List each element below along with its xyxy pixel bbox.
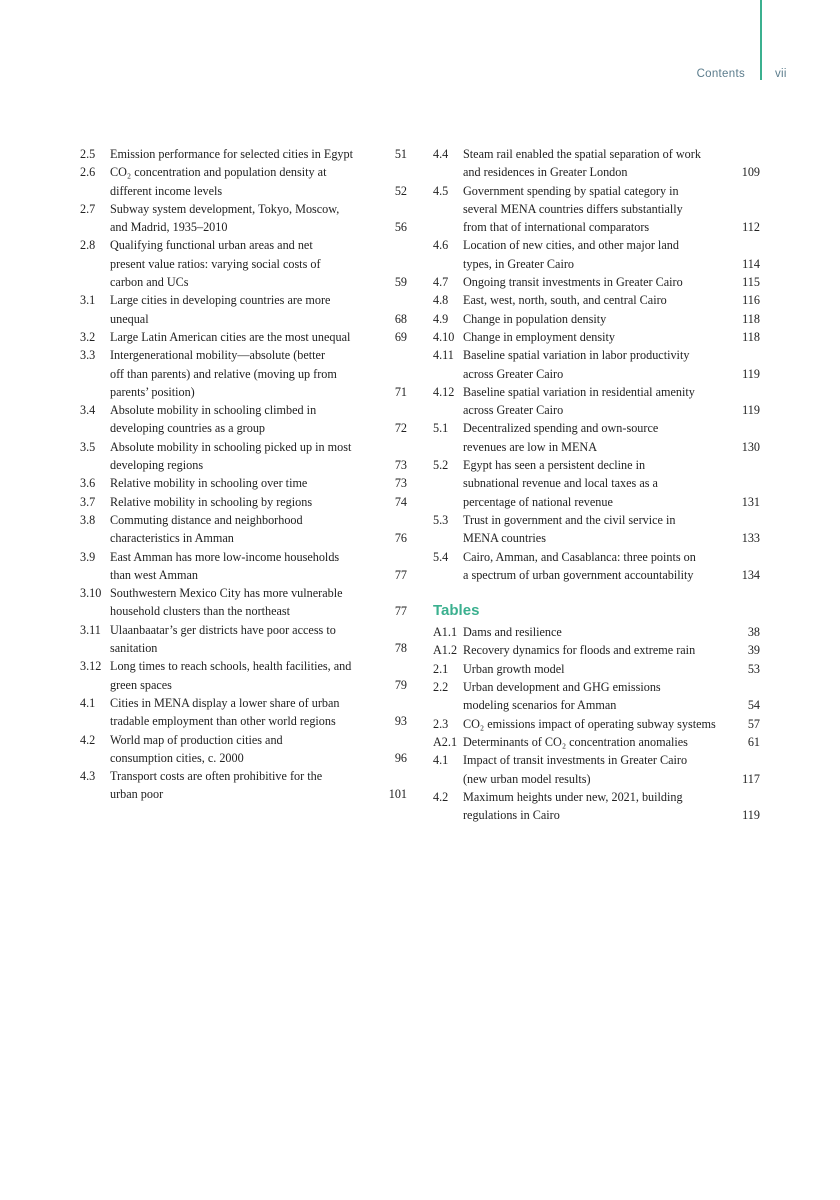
entry-title-line: Dams and resilience (463, 625, 562, 640)
entry-page: 114 (742, 256, 760, 271)
entry-page: 118 (742, 329, 760, 344)
entry-title (110, 493, 377, 511)
entry-title-line: green spaces (110, 677, 172, 692)
entry-title-line: East Amman has more low-income households (110, 549, 340, 564)
entry-page: 72 (394, 421, 407, 436)
entry-title (110, 731, 377, 768)
entry-title-line: across Greater Cairo (463, 403, 564, 418)
entry-page: 38 (747, 625, 760, 640)
entry-page: 130 (741, 439, 760, 454)
entry-page: 119 (742, 403, 760, 418)
entry-title-line: types, in Greater Cairo (463, 256, 575, 271)
entry-title-line: tradable employment than other world regions (110, 714, 336, 729)
entry-title-line: Recovery dynamics for floods and extreme rain (463, 643, 696, 658)
entry-page: 74 (394, 494, 407, 509)
toc-entry[interactable] (80, 145, 407, 163)
entry-title (463, 310, 730, 328)
entry-page: 53 (747, 661, 760, 676)
toc-entry[interactable] (80, 493, 407, 511)
entry-title-line: Cairo, Amman, and Casablanca: three points on (463, 549, 696, 564)
entry-title-line: Impact of transit investments in Greater Cairo (463, 753, 688, 768)
toc-entry[interactable] (80, 731, 407, 768)
entry-title-line: Relative mobility in schooling over time (110, 476, 308, 491)
entry-title (463, 236, 730, 273)
entry-title-line: Baseline spatial variation in labor productivity (463, 348, 690, 363)
entry-title-line: Decentralized spending and own-source (463, 421, 659, 436)
entry-number: A2.1 (433, 734, 458, 749)
entry-page: 117 (742, 771, 760, 786)
entry-number: 3.11 (80, 622, 101, 637)
entry-title-line: carbon and UCs (110, 275, 189, 290)
entry-number: 2.6 (80, 165, 96, 180)
toc-entry[interactable] (433, 733, 760, 751)
toc-entry[interactable] (80, 236, 407, 291)
entry-page: 116 (742, 293, 760, 308)
entry-title (110, 621, 377, 658)
entry-title-line: World map of production cities and (110, 732, 283, 747)
entry-page: 115 (742, 275, 760, 290)
entry-number: 5.4 (433, 549, 449, 564)
toc-entry[interactable] (80, 163, 407, 200)
entry-number: 3.12 (80, 659, 102, 674)
entry-page: 77 (394, 567, 407, 582)
entry-page: 134 (741, 567, 760, 582)
figures-list-right (433, 145, 760, 824)
entry-title-line: parents’ position) (110, 384, 195, 399)
entry-number: 4.2 (433, 789, 449, 804)
entry-title (463, 678, 730, 715)
entry-title-line: and residences in Greater London (463, 165, 628, 180)
entry-title-line: Location of new cities, and other major land (463, 238, 679, 253)
entry-number: 4.6 (433, 238, 449, 253)
toc-entry[interactable] (433, 641, 760, 659)
toc-entry[interactable] (80, 584, 407, 621)
entry-title-line: Commuting distance and neighborhood (110, 512, 303, 527)
entry-title-line: developing regions (110, 458, 204, 473)
entry-title (110, 163, 377, 200)
entry-title (110, 438, 377, 475)
toc-entry[interactable] (433, 328, 760, 346)
toc-entry[interactable] (80, 694, 407, 731)
toc-entry[interactable] (80, 474, 407, 492)
toc-entry[interactable] (80, 511, 407, 548)
entry-title (463, 383, 730, 420)
entry-title (463, 328, 730, 346)
entry-title-line: Change in employment density (463, 329, 615, 344)
entry-title-line: Government spending by spatial category in (463, 183, 679, 198)
entry-title-line: Steam rail enabled the spatial separation of work (463, 147, 701, 161)
entry-title-line: and Madrid, 1935–2010 (110, 220, 228, 235)
toc-entry[interactable] (433, 511, 760, 548)
entry-title (110, 657, 377, 694)
entry-number: 5.1 (433, 421, 449, 436)
entry-title-line: regulations in Cairo (463, 808, 560, 823)
entry-number: 5.3 (433, 512, 449, 527)
entry-title-line: Absolute mobility in schooling climbed in (110, 403, 317, 418)
entry-title-line: subnational revenue and local taxes as a (463, 476, 658, 491)
entry-title-line: Cities in MENA display a lower share of urban (110, 695, 340, 710)
entry-number: 4.4 (433, 147, 449, 161)
entry-title (463, 751, 730, 788)
entry-title (110, 694, 377, 731)
entry-title (463, 788, 730, 825)
entry-page: 76 (394, 531, 407, 546)
entry-page: 101 (388, 787, 407, 802)
entry-title-line: Absolute mobility in schooling picked up in most (110, 439, 352, 454)
entry-title-line: MENA countries (463, 531, 546, 546)
entry-title-line: modeling scenarios for Amman (463, 698, 617, 713)
entry-title (463, 660, 730, 678)
toc-entry[interactable] (80, 346, 407, 401)
entry-title-line: Large Latin American cities are the most unequal (110, 329, 351, 344)
entry-title (463, 273, 730, 291)
toc-entry[interactable] (80, 438, 407, 475)
entry-number: 2.2 (433, 680, 449, 695)
entry-title-line: unequal (110, 311, 149, 326)
entry-title-line: from that of international comparators (463, 220, 650, 235)
toc-entry[interactable] (433, 273, 760, 291)
entry-title-line: characteristics in Amman (110, 531, 234, 546)
entry-number: 2.8 (80, 238, 96, 253)
toc-entry[interactable] (433, 548, 760, 585)
entry-page: 133 (741, 531, 760, 546)
entry-number: 3.6 (80, 476, 96, 491)
entry-title (110, 584, 377, 621)
entry-page: 119 (742, 808, 760, 823)
entry-number: 3.4 (80, 403, 96, 418)
entry-title-line: household clusters than the northeast (110, 604, 291, 619)
entry-title-line: Baseline spatial variation in residential amenity (463, 384, 695, 399)
entry-title (463, 511, 730, 548)
entry-title-line: Qualifying functional urban areas and net (110, 238, 313, 253)
entry-title-line: Egypt has seen a persistent decline in (463, 458, 646, 473)
entry-title (110, 291, 377, 328)
entry-title-line: Subway system development, Tokyo, Moscow, (110, 201, 340, 216)
entry-page: 52 (394, 183, 407, 198)
toc-entry[interactable] (80, 657, 407, 694)
entry-title-line: Long times to reach schools, health facilities, and (110, 659, 352, 674)
entry-number: 2.5 (80, 147, 96, 161)
entry-title (463, 456, 730, 511)
entry-title (463, 623, 730, 641)
entry-page: 79 (394, 677, 407, 692)
entry-number: 3.5 (80, 439, 96, 454)
entry-title-line: Maximum heights under new, 2021, building (463, 789, 683, 804)
entry-page: 78 (394, 641, 407, 656)
entry-title-line: Emission performance for selected cities in Egypt (110, 147, 353, 161)
toc-entry[interactable] (80, 548, 407, 585)
toc-entry[interactable] (80, 767, 407, 804)
entry-page: 57 (747, 716, 760, 731)
entry-title (110, 346, 377, 401)
entry-title-line: than west Amman (110, 567, 199, 582)
entry-title (463, 145, 730, 182)
entry-number: 4.2 (80, 732, 96, 747)
entry-title-line: present value ratios: varying social costs of (110, 256, 321, 271)
entry-page: 112 (742, 220, 760, 235)
toc-entry[interactable] (433, 182, 760, 237)
entry-title-line: several MENA countries differs substantially (463, 201, 683, 216)
toc-entry[interactable] (433, 660, 760, 678)
entry-title (463, 182, 730, 237)
entry-title-line: Urban development and GHG emissions (463, 680, 661, 695)
toc-entry[interactable] (80, 200, 407, 237)
entry-number: 4.9 (433, 311, 449, 326)
entry-title-line: urban poor (110, 787, 164, 802)
toc-entry[interactable] (433, 236, 760, 273)
entry-title-line: CO₂ concentration and population density at (110, 165, 327, 180)
entry-page: 54 (747, 698, 760, 713)
entry-number: 4.3 (80, 769, 96, 784)
entry-title-line: percentage of national revenue (463, 494, 613, 509)
toc-entry[interactable] (433, 383, 760, 420)
entry-page: 77 (394, 604, 407, 619)
figures-list-left (80, 145, 407, 804)
entry-title-line: across Greater Cairo (463, 366, 564, 381)
entry-number: 3.2 (80, 329, 96, 344)
entry-title-line: Trust in government and the civil service in (463, 512, 676, 527)
entry-title (463, 419, 730, 456)
entry-title-line: consumption cities, c. 2000 (110, 750, 244, 765)
entry-page: 93 (394, 714, 407, 729)
entry-title-line: Southwestern Mexico City has more vulnerable (110, 586, 343, 601)
entry-page: 96 (394, 750, 407, 765)
entry-title (463, 715, 730, 733)
entry-title-line: Ulaanbaatar’s ger districts have poor access to (110, 622, 336, 637)
entry-title-line: sanitation (110, 641, 158, 656)
entry-title (110, 236, 377, 291)
entry-number: 4.1 (80, 695, 96, 710)
entry-page: 71 (394, 384, 407, 399)
entry-number: 4.7 (433, 275, 449, 290)
toc-entry[interactable] (433, 623, 760, 641)
entry-page: 56 (394, 220, 407, 235)
entry-title (463, 733, 730, 751)
entry-title-line: East, west, north, south, and central Cairo (463, 293, 667, 308)
entry-page: 109 (741, 165, 760, 180)
page-number: vii (775, 68, 787, 80)
entry-title-line: Urban growth model (463, 661, 565, 676)
entry-number: 4.5 (433, 183, 449, 198)
toc-entry[interactable] (80, 621, 407, 658)
entry-page: 61 (747, 734, 760, 749)
entry-number: 3.10 (80, 586, 102, 601)
entry-title (110, 200, 377, 237)
entry-number: 3.8 (80, 512, 96, 527)
entry-page: 69 (394, 329, 407, 344)
entry-title-line: Intergenerational mobility—absolute (better (110, 348, 326, 363)
running-header-title: Contents (696, 68, 745, 80)
entry-number: 4.8 (433, 293, 449, 308)
entry-page: 118 (742, 311, 760, 326)
entry-title-line: Ongoing transit investments in Greater Cairo (463, 275, 683, 290)
toc-entry[interactable] (433, 788, 760, 825)
toc-entry[interactable] (433, 456, 760, 511)
toc-entry[interactable] (80, 401, 407, 438)
toc-entry[interactable] (80, 328, 407, 346)
entry-page: 119 (742, 366, 760, 381)
entry-page: 131 (741, 494, 760, 509)
toc-entry[interactable] (433, 346, 760, 383)
header-rule (760, 0, 762, 80)
entry-title-line: off than parents) and relative (moving up from (110, 366, 337, 381)
entry-title (110, 548, 377, 585)
entry-title-line: Relative mobility in schooling by regions (110, 494, 313, 509)
toc-entry[interactable] (433, 419, 760, 456)
entry-page: 73 (394, 476, 407, 491)
entry-title (463, 548, 730, 585)
toc-entry[interactable] (433, 715, 760, 733)
entry-number: 2.1 (433, 661, 449, 676)
entry-title-line: Transport costs are often prohibitive for the (110, 769, 323, 784)
entry-page: 51 (394, 147, 407, 161)
entry-title-line: CO₂ emissions impact of operating subway systems (463, 716, 716, 731)
entry-title (110, 145, 377, 163)
entry-title-line: a spectrum of urban government accountability (463, 567, 694, 582)
entry-number: 3.1 (80, 293, 96, 308)
entry-number: 3.3 (80, 348, 96, 363)
entry-title-line: revenues are low in MENA (463, 439, 598, 454)
entry-number: 3.9 (80, 549, 96, 564)
toc-entry[interactable] (433, 310, 760, 328)
entry-title-line: Determinants of CO₂ concentration anomalies (463, 734, 688, 749)
entry-title-line: Large cities in developing countries are more (110, 293, 331, 308)
entry-number: 2.3 (433, 716, 449, 731)
entry-title (110, 511, 377, 548)
entry-number: A1.1 (433, 625, 458, 640)
toc-entry[interactable] (433, 751, 760, 788)
entry-number: 4.12 (433, 384, 455, 399)
entry-number: 2.7 (80, 201, 96, 216)
entry-page: 68 (394, 311, 407, 326)
entry-title-line: (new urban model results) (463, 771, 591, 786)
entry-number: A1.2 (433, 643, 458, 658)
entry-title (110, 767, 377, 804)
entry-page: 59 (394, 275, 407, 290)
entry-page: 39 (747, 643, 760, 658)
entry-number: 4.11 (433, 348, 454, 363)
entry-title-line: different income levels (110, 183, 223, 198)
entry-title (463, 641, 730, 659)
entry-number: 3.7 (80, 494, 96, 509)
entry-title-line: developing countries as a group (110, 421, 266, 436)
entry-number: 4.1 (433, 753, 449, 768)
entry-number: 5.2 (433, 458, 449, 473)
toc-entry[interactable] (433, 145, 760, 182)
entry-page: 73 (394, 458, 407, 473)
entry-title-line: Change in population density (463, 311, 607, 326)
entry-title (463, 291, 730, 309)
toc-entry[interactable] (80, 291, 407, 328)
toc-entry[interactable] (433, 291, 760, 309)
toc-entry[interactable] (433, 678, 760, 715)
entry-title (110, 401, 377, 438)
entry-title (110, 474, 377, 492)
tables-heading: Tables (433, 602, 480, 620)
entry-title (463, 346, 730, 383)
entry-title (110, 328, 377, 346)
entry-number: 4.10 (433, 329, 455, 344)
